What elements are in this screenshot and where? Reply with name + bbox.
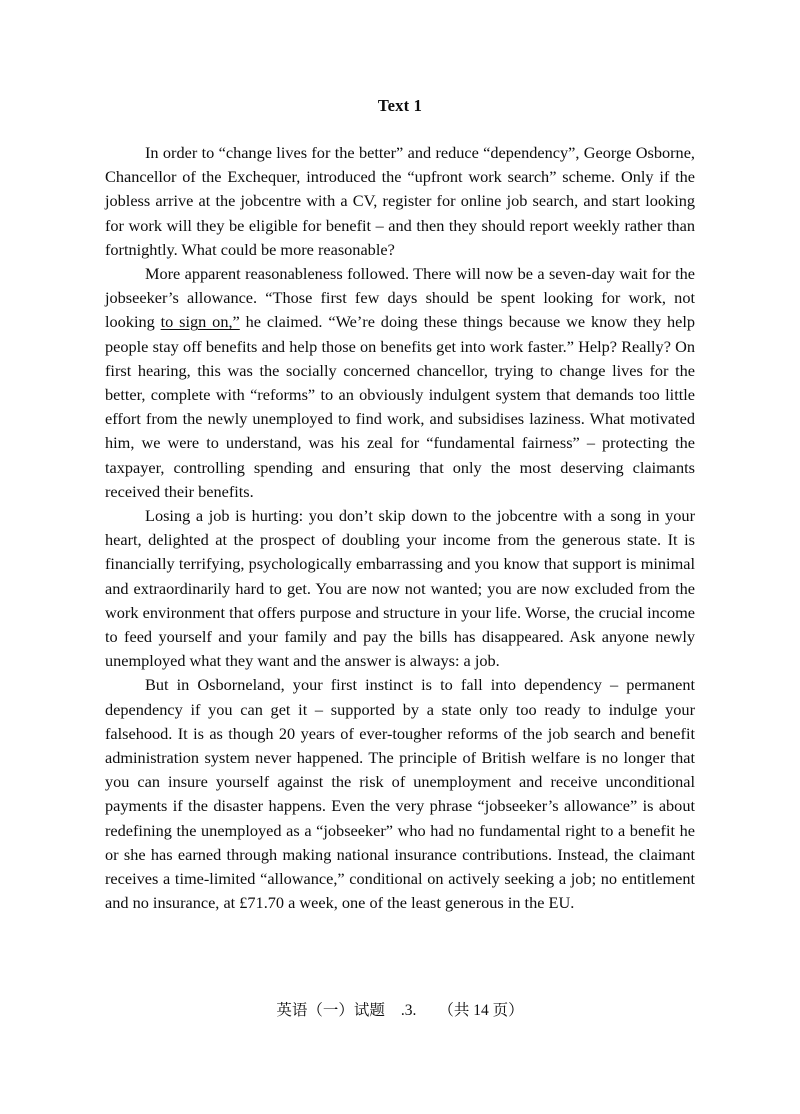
paragraph-4: But in Osborneland, your first instinct is to fall into dependency – permanent dependency if you can get it – supported by a state only too ready to indulge your falsehood. It is as though 20 years of ever-tougher reforms of the job search and benefit administration system never happened. The principle of British welfare is no longer that you can insure yourself against the risk of unemployment and receive unconditional payments if the disaster happens. Even the very phrase “jobseeker’s allowance” is about redefining the unemployed as a “jobseeker” who had no fundamental right to a benefit he or she has earned through making national insurance contributions. Instead, the claimant receives a time-limited “allowance,” conditional on actively seeking a job; no entitlement and no insurance, at £71.70 a week, one of the least generous in the EU. (105, 675, 695, 913)
paragraph-2-segment-plain-before: More apparent reasonableness followed. There will now be a seven-day wait for the jobseeker’s allowance. “Those first few days should be spent looking for work, not looking (105, 264, 695, 332)
paragraph-3: Losing a job is hurting: you don’t skip down to the jobcentre with a song in your heart, delighted at the prospect of doubling your income from the generous state. It is financially terrifying, psychologically embarrassing and you know that support is minimal and extraordinarily hard to get. You are now not wanted; you are now excluded from the work environment that offers purpose and structure in your life. Worse, the crucial income to feed yourself and your family and pay the bills has disappeared. Ask anyone newly unemployed what they want and the answer is always: a job. (105, 506, 695, 671)
page-title: Text 1 (377, 96, 423, 115)
paragraph-1: In order to “change lives for the better” and reduce “dependency”, George Osborne, Chancellor of the Exchequer, introduced the “upfront work search” scheme. Only if the jobless arrive at the jobcentre with a CV, register for online job search, and start looking for work will they be eligible for benefit – and then they should report weekly rather than fortnightly. What could be more reasonable? (105, 143, 695, 259)
footer-exam-label: 英语（一）试题 (276, 1002, 385, 1019)
page-footer (0, 1000, 800, 1022)
page-content (105, 0, 695, 916)
footer-page-count: （共 14 页） (438, 1002, 524, 1019)
footer-page-number: .3. (400, 1002, 417, 1019)
article-body (105, 116, 695, 916)
paragraph-2 (105, 262, 695, 504)
paragraph-2-segment-plain-after: he claimed. “We’re doing these things because we know they help people stay off benefits and help those on benefits get into work faster.” Help? Really? On first hearing, this was the socially concerned chancellor, trying to change lives for the better, complete with “reforms” to an obviously indulgent system that demands too little effort from the newly unemployed to find work, and subsidises laziness. What motivated him, we were to understand, was his zeal for “fundamental fairness” – protecting the taxpayer, controlling spending and ensuring that only the most deserving claimants received their benefits. (105, 312, 695, 501)
paragraph-2-underlined-phrase: to sign on,” (160, 312, 240, 332)
